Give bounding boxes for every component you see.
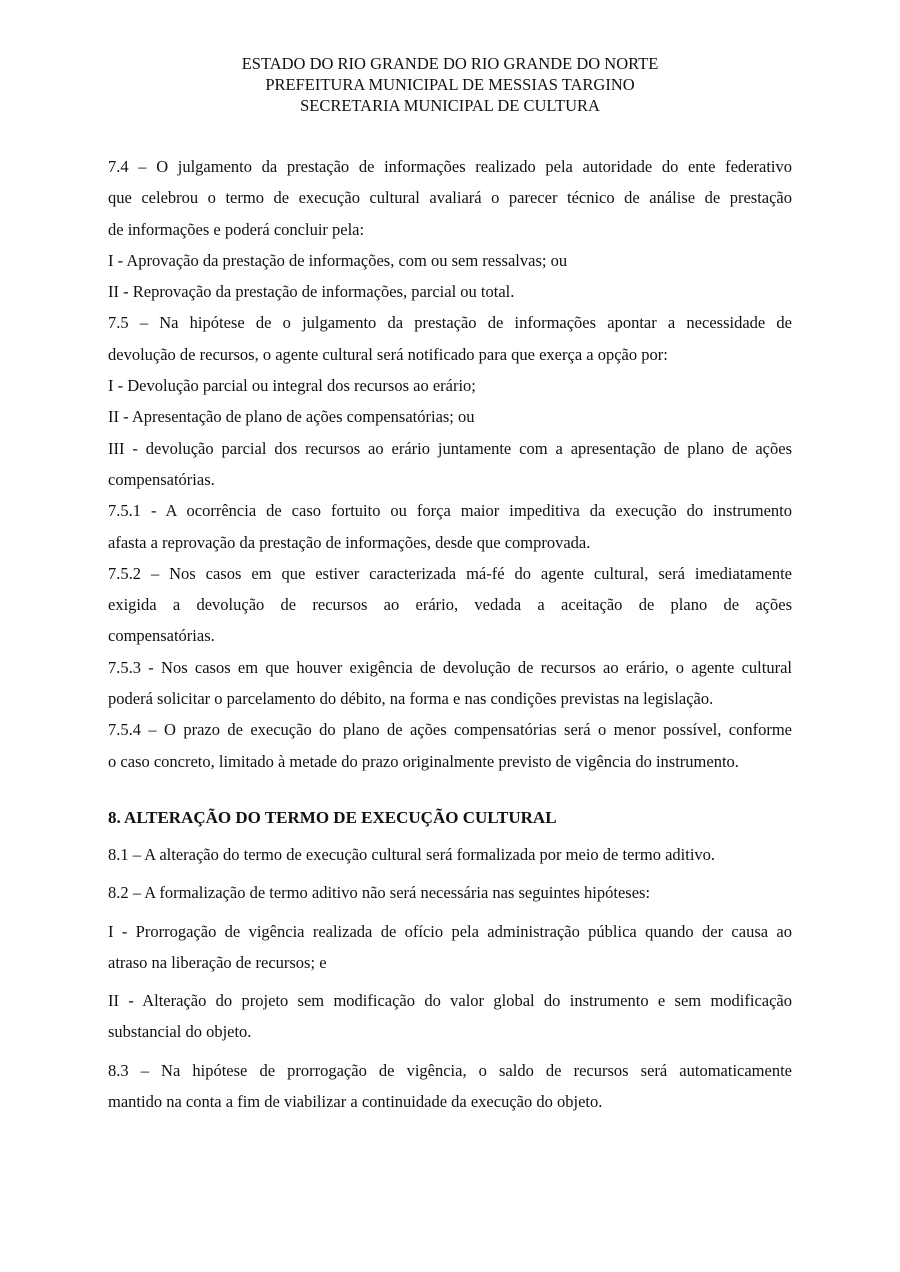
text-line: 7.4 – O julgamento da prestação de informações realizado pela autoridade do ente federativo (108, 157, 792, 176)
section-heading: 8. ALTERAÇÃO DO TERMO DE EXECUÇÃO CULTURAL (108, 807, 557, 827)
text-line: II - Apresentação de plano de ações compensatórias; ou (108, 407, 475, 427)
paragraph (108, 403, 792, 434)
text-line: atraso na liberação de recursos; e (108, 952, 327, 972)
paragraph (108, 560, 792, 654)
text-line: 7.5 – Na hipótese de o julgamento da prestação de informações apontar a necessidade de (108, 313, 792, 333)
text-line: compensatórias. (108, 626, 215, 646)
paragraph (108, 278, 792, 309)
text-line: I - Devolução parcial ou integral dos recursos ao erário; (108, 376, 476, 396)
text-line: 7.5.3 - Nos casos em que houver exigência de devolução de recursos ao erário, o agente cultural (108, 657, 792, 677)
text-line: o caso concreto, limitado à metade do prazo originalmente previsto de vigência do instrumento. (108, 751, 739, 771)
text-line: compensatórias. (108, 469, 215, 489)
text-line: poderá solicitar o parcelamento do débito, na forma e nas condições previstas na legislação. (108, 689, 714, 709)
text-line: exigida a devolução de recursos ao erário, vedada a aceitação de plano de ações (108, 595, 792, 615)
section-7 (108, 153, 792, 779)
text-line: mantido na conta a fim de viabilizar a continuidade da execução do objeto. (108, 1092, 603, 1112)
text-line: 8.2 – A formalização de termo aditivo não será necessária nas seguintes hipóteses: (108, 883, 651, 903)
header-municipality: PREFEITURA MUNICIPAL DE MESSIAS TARGINO (265, 75, 635, 94)
text-line: afasta a reprovação da prestação de informações, desde que comprovada. (108, 532, 591, 552)
paragraph (108, 716, 792, 779)
paragraph (108, 309, 792, 372)
text-line: I - Aprovação da prestação de informações, com ou sem ressalvas; ou (108, 250, 568, 270)
text-line: 7.5.4 – O prazo de execução do plano de ações compensatórias será o menor possível, conforme (108, 720, 792, 740)
paragraph (108, 918, 792, 981)
text-line: 7.5.1 - A ocorrência de caso fortuito ou força maior impeditiva da execução do instrumento (108, 501, 792, 521)
paragraph (108, 1057, 792, 1120)
text-line: I - Prorrogação de vigência realizada de ofício pela administração pública quando der causa ao (108, 921, 792, 941)
paragraph (108, 153, 792, 247)
paragraph (108, 841, 792, 872)
text-line: que celebrou o termo de execução cultural avaliará o parecer técnico de análise de prestação (108, 188, 792, 208)
paragraph (108, 247, 792, 278)
section-8 (108, 803, 792, 1119)
text-line: 7.5.2 – Nos casos em que estiver caracterizada má-fé do agente cultural, será imediatamente (108, 563, 792, 583)
text-line: III - devolução parcial dos recursos ao erário juntamente com a apresentação de plano de ações (108, 438, 792, 458)
paragraph (108, 435, 792, 498)
paragraph (108, 879, 792, 910)
text-line: 8.1 – A alteração do termo de execução cultural será formalizada por meio de termo aditivo. (108, 844, 716, 864)
header-state: ESTADO DO RIO GRANDE DO RIO GRANDE DO NORTE (241, 54, 659, 73)
text-line: de informações e poderá concluir pela: (108, 219, 365, 239)
text-line: substancial do objeto. (108, 1022, 252, 1042)
text-line: 8.3 – Na hipótese de prorrogação de vigência, o saldo de recursos será automaticamente (108, 1060, 792, 1080)
text-line: II - Reprovação da prestação de informações, parcial ou total. (108, 282, 515, 302)
paragraph (108, 654, 792, 717)
paragraph (108, 987, 792, 1050)
paragraph (108, 372, 792, 403)
header-secretariat: SECRETARIA MUNICIPAL DE CULTURA (300, 96, 600, 115)
text-line: devolução de recursos, o agente cultural será notificado para que exerça a opção por: (108, 344, 668, 364)
document-body (108, 153, 792, 1126)
paragraph (108, 497, 792, 560)
document-header (0, 53, 900, 116)
text-line: II - Alteração do projeto sem modificação do valor global do instrumento e sem modificação (108, 991, 792, 1011)
